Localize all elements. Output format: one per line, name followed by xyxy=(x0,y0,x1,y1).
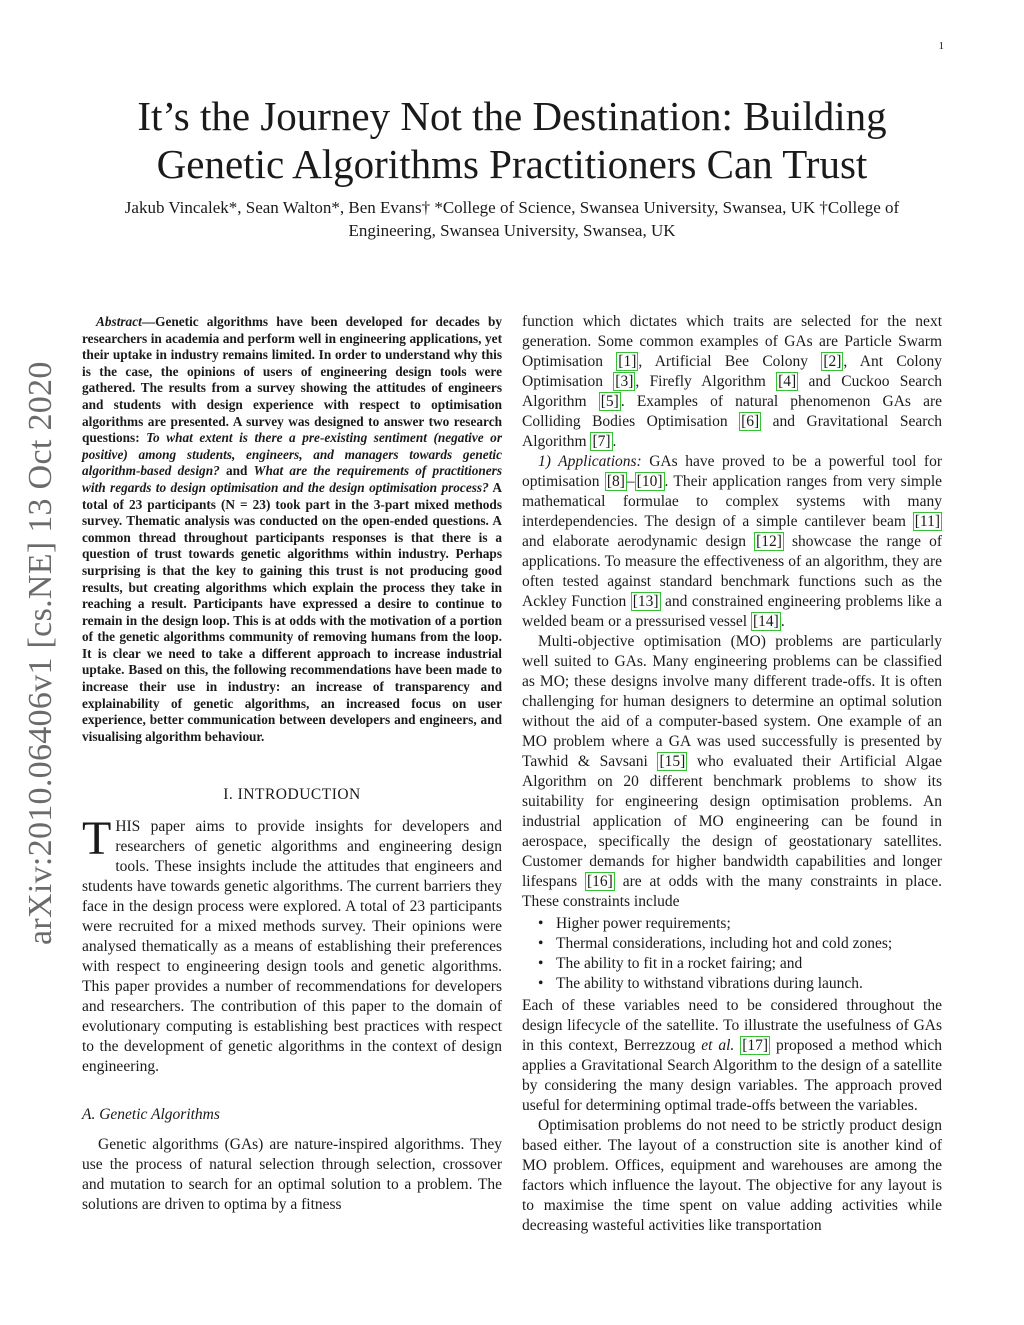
abstract-label: Abstract xyxy=(96,314,142,329)
list-item: • Higher power requirements; xyxy=(556,914,942,934)
text-span: and Cuckoo Search Algorithm xyxy=(522,373,942,410)
text-span: showcase the range of applications. To measure the effectiveness of an algorithm, they are often tested against standard benchmark functions such as the Ackley Function xyxy=(522,533,942,610)
intro-text: HIS paper aims to provide insights for developers and researchers of genetic algorithms and engineering design tools. These insights include the attitudes that engineers and students have towards genetic algorithms. The current barriers they face in the design process were explored. A total of 23 participants were recruited for a mixed methods survey. Their opinions were analysed thematically as a means of establishing their preferences with respect to engineering design tools and genetic algorithms. This paper provides a number of recommendations for developers and researchers. The contribution of this paper to the domain of evolutionary computing is establishing best practices with respect to the development of genetic algorithms in the context of design engineering. xyxy=(82,818,502,1076)
citation-link[interactable]: [10] xyxy=(636,473,663,490)
arxiv-stamp: arXiv:2010.06406v1 [cs.NE] 13 Oct 2020 xyxy=(22,361,59,945)
text-span: are at odds with the many constraints in place. These constraints include xyxy=(522,873,942,910)
authors-line-2: Engineering, Swansea University, Swansea, UK xyxy=(348,221,676,240)
subsection-heading-genetic-algorithms: A. Genetic Algorithms xyxy=(82,1106,220,1124)
multi-objective-paragraph xyxy=(522,632,942,912)
text-span: . Examples of natural phenomenon GAs are Colliding Bodies Optimisation xyxy=(522,393,942,430)
et-al: et al. xyxy=(701,1037,735,1054)
research-question-1: To what extent is there a pre-existing sentiment (negative or positive) among students, engineers, and managers towards genetic algorithm-based design? xyxy=(82,430,502,479)
title-line-2: Genetic Algorithms Practitioners Can Trust xyxy=(156,141,868,187)
text-span: – xyxy=(626,473,635,490)
constraints-list xyxy=(522,914,942,994)
page-number: 1 xyxy=(938,40,944,52)
applications-paragraph xyxy=(522,452,942,632)
citation-link[interactable]: [12] xyxy=(756,533,782,550)
left-column xyxy=(82,314,502,1215)
paper-title xyxy=(60,92,964,188)
citation-link[interactable]: [3] xyxy=(615,373,634,390)
satellite-paragraph xyxy=(522,996,942,1116)
text-span: and constrained engineering problems like a welded beam or a pressurised vessel xyxy=(522,593,942,630)
right-column xyxy=(522,312,942,1236)
citation-link[interactable]: [17] xyxy=(742,1037,769,1054)
text-span: and elaborate aerodynamic design xyxy=(522,533,755,550)
text-span: , Firefly Algorithm xyxy=(635,373,777,390)
abstract-text-2: A total of 23 participants (N = 23) took part in the 3-part mixed methods survey. Thematic analysis was conducted on the open-ended questions. A common thread throughout participants responses is that there is a question of trust towards genetic algorithms within industry. Perhaps surprising is that the key to gaining this trust is not producing good results, but creating algorithms which explain the process they take in reaching a result. Participants have expressed a desire to continue to remain in the design loop. This is at odds with the motivation of a portion of the genetic algorithms community of removing humans from the loop. It is clear we need to take a different approach to increase industrial uptake. Based on this, the following recommendations have been made to increase their use in industry: an increase of transparency and explainability of genetic algorithms, an increased focus on user experience, better communication between developers and engineers, and visualising algorithm behaviour. xyxy=(82,479,502,744)
ga-examples-paragraph xyxy=(522,312,942,452)
text-span: GAs have proved to be a powerful tool for optimisation xyxy=(522,453,942,490)
list-item: • Thermal considerations, including hot and cold zones; xyxy=(556,934,942,954)
citation-link[interactable]: [13] xyxy=(632,593,659,610)
text-span: . Their application ranges from very simple mathematical formulae to complex systems with many interdependencies. The design of a simple cantilever beam xyxy=(522,473,943,530)
list-item: • The ability to fit in a rocket fairing; and xyxy=(556,954,942,974)
citation-link[interactable]: [14] xyxy=(752,613,779,630)
abstract-text-1: —Genetic algorithms have been developed for decades by researchers in academia and perform well in engineering applications, yet their uptake in industry remains limited. In order to understand why this is the case, the opinions of users of engineering design tools were gathered. The results from a survey showing the attitudes of engineers and students with design experience with respect to optimisation algorithms are presented. A survey was designed to answer two research questions: xyxy=(82,314,502,446)
citation-link[interactable]: [2] xyxy=(823,353,842,370)
citation-link[interactable]: [1] xyxy=(618,353,637,370)
abstract-and: and xyxy=(219,463,254,479)
authors-block xyxy=(62,196,962,242)
citation-link[interactable]: [16] xyxy=(587,873,613,890)
citation-link[interactable]: [6] xyxy=(741,413,760,430)
citation-link[interactable]: [8] xyxy=(606,473,625,490)
citation-link[interactable]: [7] xyxy=(592,433,611,450)
text-span: and Gravitational Search Algorithm xyxy=(522,413,942,450)
text-span: . xyxy=(780,613,785,630)
citation-link[interactable]: [4] xyxy=(778,373,797,390)
section-heading-introduction: I. INTRODUCTION xyxy=(223,786,361,804)
title-line-1: It’s the Journey Not the Destination: Building xyxy=(137,93,887,139)
research-question-2: What are the requirements of practitioners with regards to design optimisation and the design optimisation process? xyxy=(82,463,502,495)
text-span: Each of these variables need to be considered throughout the design lifecycle of the satellite. To illustrate the usefulness of GAs in this context, Berrezzoug xyxy=(522,997,942,1054)
ga-paragraph: Genetic algorithms (GAs) are nature-inspired algorithms. They use the process of natural selection through selection, crossover and mutation to search for an optimal solution to a problem. The solutions are driven to optima by a fitness xyxy=(82,1136,502,1214)
abstract xyxy=(82,314,502,745)
text-span: who evaluated their Artificial Algae Algorithm on 20 different benchmark problems to show its suitability for engineering design optimisation problems. An industrial application of MO engineering can be found in aerospace, specifically the design of geostationary satellites. Customer demands for higher bandwidth capabilities and longer lifespans xyxy=(522,753,942,890)
applications-heading: 1) Applications: xyxy=(538,453,642,470)
drop-cap: T xyxy=(82,812,112,866)
text-span: Multi-objective optimisation (MO) problems are particularly well suited to GAs. Many engineering problems can be classified as MO; these designs involve many different trade-offs. It is often challenging for human designers to determine an optimal solution without the aid of a computer-based system. One example of an MO problem where a GA was used successfully is presented by Tawhid & Savsani xyxy=(522,633,942,770)
citation-link[interactable]: [15] xyxy=(659,753,686,770)
authors-line-1: Jakub Vincalek*, Sean Walton*, Ben Evans† *College of Science, Swansea University, Swansea, UK †College of xyxy=(124,198,900,217)
citation-link[interactable]: [11] xyxy=(914,513,940,530)
citation-link[interactable]: [5] xyxy=(600,393,619,410)
construction-paragraph: Optimisation problems do not need to be strictly product design based either. The layout of a construction site is another kind of MO problem. Offices, equipment and warehouses are among the factors which influence the layout. The objective for any layout is to maximise the time spent on value adding activities while decreasing wasteful activities like transportation xyxy=(522,1117,942,1234)
intro-paragraph xyxy=(82,812,502,1077)
text-span: function which dictates which traits are selected for the next generation. Some common examples of GAs are Particle Swarm Optimisation xyxy=(522,313,942,370)
text-span: , Artificial Bee Colony xyxy=(638,353,822,370)
list-item: • The ability to withstand vibrations during launch. xyxy=(556,974,942,994)
text-span: , Ant Colony Optimisation xyxy=(522,353,942,390)
text-span: proposed a method which applies a Gravitational Search Algorithm to the design of a satellite by considering the many design variables. The approach proved useful for determining optimal trade-offs between the variables. xyxy=(522,1037,942,1114)
text-span: . xyxy=(612,433,617,450)
